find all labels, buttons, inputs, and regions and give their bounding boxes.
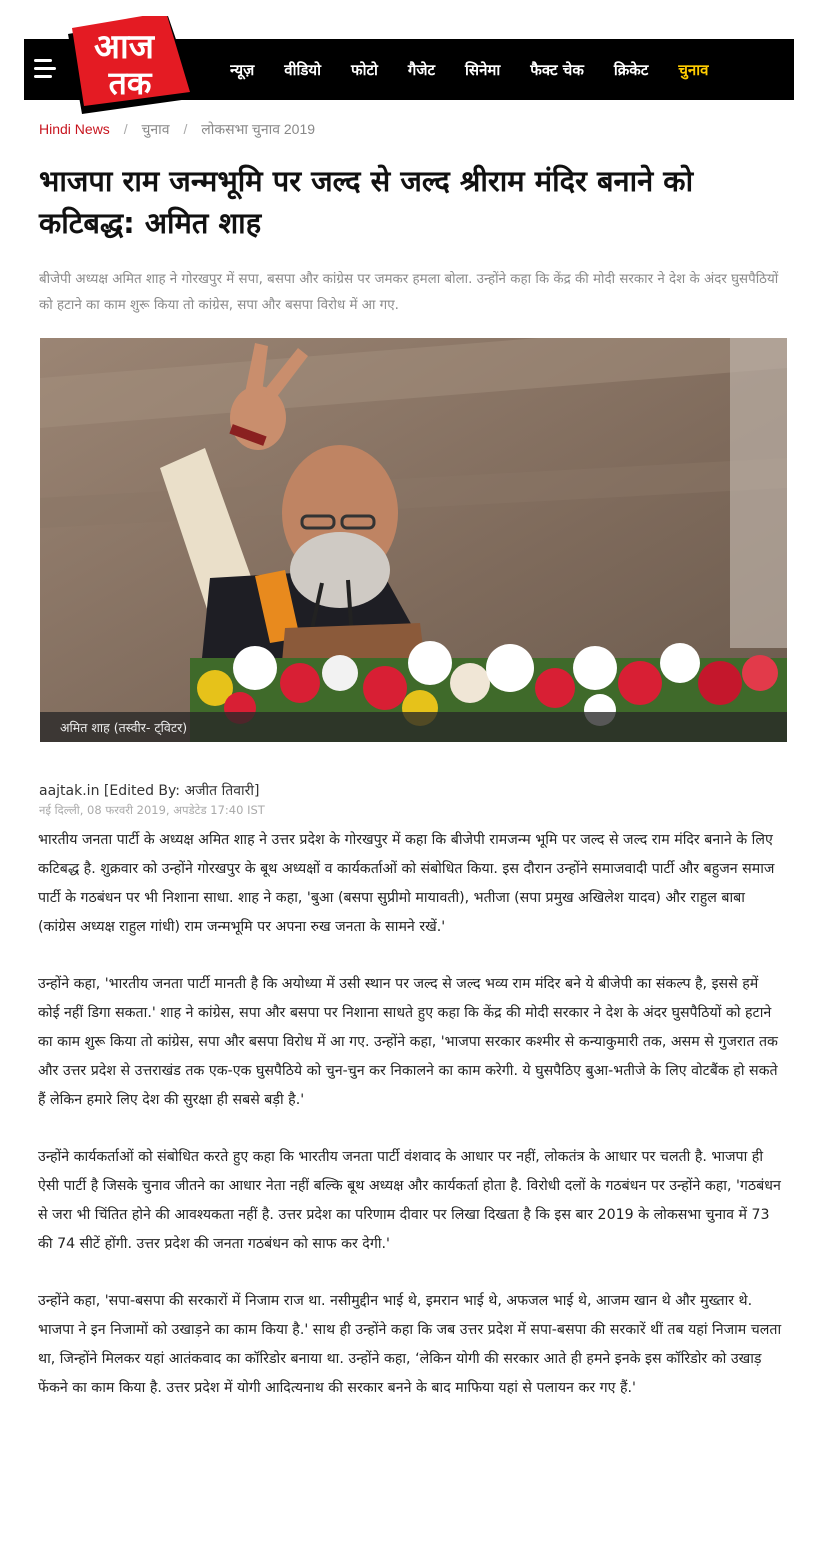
article-dateline: नई दिल्ली, 08 फरवरी 2019, अपडेटेड 17:40 IST xyxy=(39,803,265,817)
nav-item-news[interactable]: न्यूज़ xyxy=(230,60,255,79)
nav-item-photo[interactable]: फोटो xyxy=(351,60,378,79)
breadcrumb xyxy=(39,120,315,139)
breadcrumb-separator: / xyxy=(123,121,128,137)
logo-text-top: आज xyxy=(94,27,154,67)
image-caption-bar xyxy=(40,712,787,742)
article-paragraph: उन्होंने कार्यकर्ताओं को संबोधित करते हुए कहा कि भारतीय जनता पार्टी वंशवाद के आधार पर नहीं, लोकतंत्र के आधार पर चलती है. भाजपा ही ऐसी पार्टी है जिसके चुनाव जीतने का आधार नेता नहीं बल्कि बूथ अध्यक्ष और कार्यकर्ता होता है. विरोधी दलों के गठबंधन पर उन्होंने कहा, 'गठबंधन से जरा भी चिंतित होने की आवश्यकता नहीं है. उत्तर प्रदेश का परिणाम दीवार पर लिखा दिखता है कि इस बार 2019 के लोकसभा चुनाव में 73 की 74 सीटें होंगी. उत्तर प्रदेश की जनता गठबंधन को साफ कर देगी.' xyxy=(38,1149,781,1252)
nav-item-fact-check[interactable]: फैक्ट चेक xyxy=(530,60,584,79)
aajtak-logo[interactable] xyxy=(64,16,196,114)
breadcrumb-separator: / xyxy=(183,121,188,137)
main-nav xyxy=(230,39,794,100)
nav-item-gadget[interactable]: गैजेट xyxy=(407,60,436,79)
breadcrumb-loksabha-link[interactable]: लोकसभा चुनाव 2019 xyxy=(201,121,316,137)
nav-item-election[interactable]: चुनाव xyxy=(678,60,709,79)
nav-item-cinema[interactable]: सिनेमा xyxy=(465,60,501,79)
article-title: भाजपा राम जन्मभूमि पर जल्द से जल्द श्रीराम मंदिर बनाने को कटिबद्ध: अमित शाह xyxy=(39,164,694,240)
article-paragraph: उन्होंने कहा, 'सपा-बसपा की सरकारों में निजाम राज था. नसीमुद्दीन भाई थे, इमरान भाई थे, अफजल भाई थे, आजम खान थे और मुख्तार थे. भाजपा ने इन निजामों को उखाड़ने का काम किया है.' साथ ही उन्होंने कहा कि जब उत्तर प्रदेश में सपा-बसपा की सरकारें थीं तब यहां निजाम चलता था, जिन्होंने मिलकर यहां आतंकवाद का कॉरिडोर बनाया था. उन्होंने कहा, ‘लेकिन योगी की सरकार आते ही हमने इनके इस कॉरिडोर को उखाड़ फेंकने का काम किया है. उत्तर प्रदेश में योगी आदित्यनाथ की सरकार बनने के बाद माफिया यहां से पलायन कर गए हैं.' xyxy=(38,1293,782,1396)
nav-item-video[interactable]: वीडियो xyxy=(284,60,321,79)
article-paragraph: उन्होंने कहा, 'भारतीय जनता पार्टी मानती है कि अयोध्या में उसी स्थान पर जल्द से जल्द भव्य राम मंदिर बने ये बीजेपी का संकल्प है, इससे हमें कोई नहीं डिगा सकता.' शाह ने कांग्रेस, सपा और बसपा पर निशाना साधते हुए कहा कि केंद्र की मोदी सरकार ने देश के अंदर घुसपैठियों को हटाने का काम शुरू किया तो कांग्रेस, सपा और बसपा विरोध में आ गए. उन्होंने कहा, 'भाजपा सरकार कश्मीर से कन्याकुमारी तक, असम से गुजरात तक और उत्तर प्रदेश से उत्तराखंड तक एक-एक घुसपैठिये को चुन-चुन कर निकालने का काम करेगी. ये घुसपैठिए बुआ-भतीजे के लिए वोटबैंक हो सकते हैं लेकिन हमारे लिए देश की सुरक्षा ही सबसे बड़ी है.' xyxy=(38,976,778,1108)
article-byline: aajtak.in [Edited By: अजीत तिवारी] xyxy=(39,783,260,799)
image-caption: अमित शाह (तस्वीर- ट्विटर) xyxy=(60,720,188,735)
breadcrumb-home-link[interactable]: Hindi News xyxy=(39,121,110,137)
hero-photo xyxy=(40,338,787,742)
article-summary: बीजेपी अध्यक्ष अमित शाह ने गोरखपुर में सपा, बसपा और कांग्रेस पर जमकर हमला बोला. उन्होंने कहा कि केंद्र की मोदी सरकार ने देश के अंदर घुसपैठियों को हटाने का काम शुरू किया तो कांग्रेस, सपा और बसपा विरोध में आ गए. xyxy=(39,272,779,313)
article-hero-image xyxy=(40,338,787,742)
hamburger-menu-icon[interactable] xyxy=(34,59,56,79)
article-body xyxy=(38,826,783,1431)
breadcrumb-election-link[interactable]: चुनाव xyxy=(141,121,170,137)
logo-text-bottom: तक xyxy=(108,64,152,102)
nav-item-cricket[interactable]: क्रिकेट xyxy=(613,60,649,79)
article-paragraph: भारतीय जनता पार्टी के अध्यक्ष अमित शाह ने उत्तर प्रदेश के गोरखपुर में कहा कि बीजेपी रामजन्म भूमि पर जल्द से जल्द राम मंदिर बनाने के लिए कटिबद्ध है. शुक्रवार को उन्होंने गोरखपुर के बूथ अध्यक्षों व कार्यकर्ताओं को संबोधित किया. इस दौरान उन्होंने समाजवादी पार्टी और बहुजन समाज पार्टी के गठबंधन पर भी निशाना साधा. शाह ने कहा, 'बुआ (बसपा सुप्रीमो मायावती), भतीजा (सपा प्रमुख अखिलेश यादव) और राहुल बाबा (कांग्रेस अध्यक्ष राहुल गांधी) राम जन्मभूमि पर अपना रुख जनता के सामने रखें.' xyxy=(38,832,775,935)
